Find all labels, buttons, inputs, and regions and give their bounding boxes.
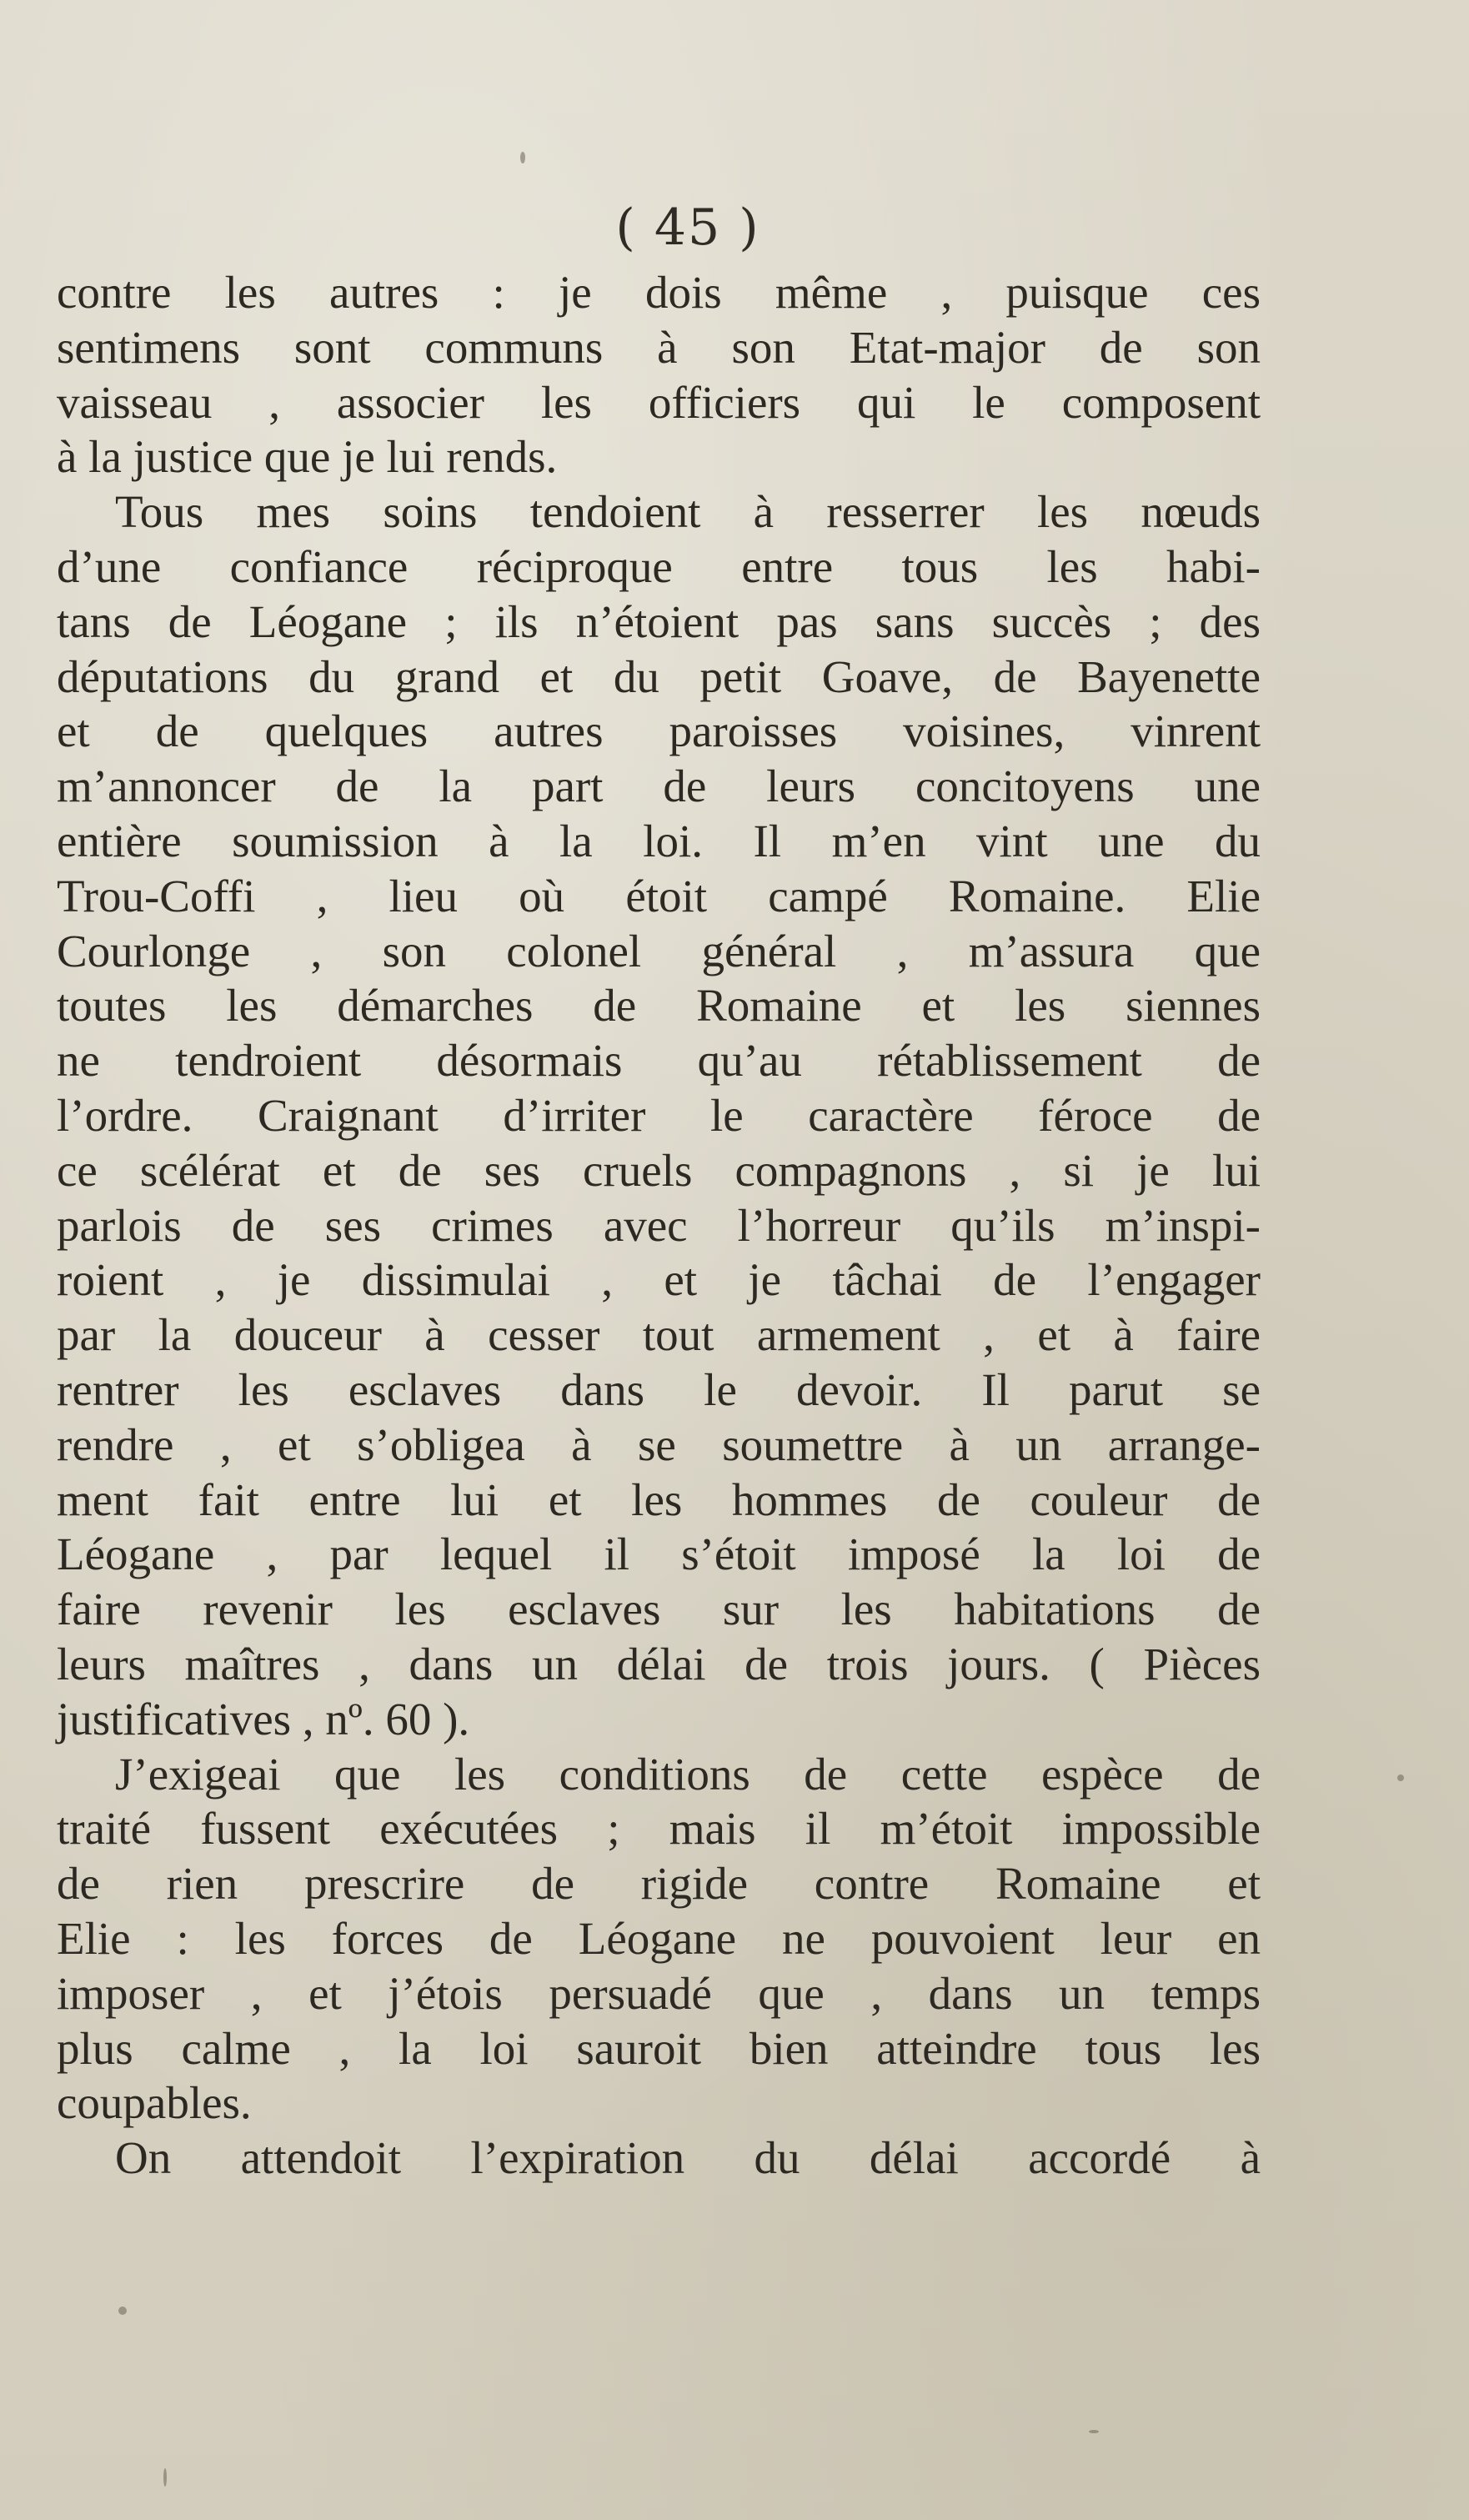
paper-speck [1089,2430,1099,2433]
text-line: plus calme , la loi sauroit bien atteindre tous les [57,2022,1261,2074]
paper-speck [520,152,525,163]
text-line: rendre , et s’obligea à se soumettre à un arrange- [57,1418,1261,1470]
text-line: toutes les démarches de Romaine et les siennes [57,980,1261,1032]
text-line: Léogane , par lequel il s’étoit imposé la loi de [57,1529,1261,1580]
text-line: justificatives , nº. 60 ). [57,1693,470,1744]
text-line: ne tendroient désormais qu’au rétablissement de [57,1035,1261,1087]
paper-speck [118,2307,127,2315]
text-line: ce scélérat et de ses cruels compagnons , si je lui [57,1144,1261,1196]
text-line: députations du grand et du petit Goave, de Bayenette [57,650,1261,702]
text-line: d’une confiance réciproque entre tous les habi- [57,540,1261,592]
text-line: leurs maîtres , dans un délai de trois jours. ( Pièces [57,1638,1261,1689]
paragraph-start-line: On attendoit l’expiration du délai accordé à [115,2132,1261,2184]
paper-speck [163,2468,167,2487]
text-line: traité fussent exécutées ; mais il m’étoit impossible [57,1803,1261,1855]
text-line: Courlonge , son colonel général , m’assura que [57,925,1261,976]
text-line: faire revenir les esclaves sur les habitations de [57,1584,1261,1635]
text-line: m’annoncer de la part de leurs concitoyens une [57,761,1261,812]
text-line: tans de Léogane ; ils n’étoient pas sans succès ; des [57,595,1261,647]
page-number: ( 45 ) [615,198,760,257]
text-line: l’ordre. Craignant d’irriter le caractère féroce de [57,1089,1261,1141]
text-line: ment fait entre lui et les hommes de couleur de [57,1473,1261,1525]
text-line: entière soumission à la loi. Il m’en vint une du [57,815,1261,866]
text-line: vaisseau , associer les officiers qui le composent [57,376,1261,428]
paragraph-start-line: J’exigeai que les conditions de cette espèce de [115,1748,1261,1800]
paper-speck [1397,1775,1404,1781]
text-line: roient , je dissimulai , et je tâchai de l’engager [57,1254,1261,1306]
text-line: sentimens sont communs à son Etat-major de son [57,321,1261,373]
text-line: par la douceur à cesser tout armement , et à faire [57,1309,1261,1361]
paragraph-start-line: Tous mes soins tendoient à resserrer les nœuds [115,486,1261,538]
text-line: et de quelques autres paroisses voisines, vinrent [57,705,1261,757]
text-line: à la justice que je lui rends. [57,431,558,483]
text-line: parlois de ses crimes avec l’horreur qu’ils m’inspi- [57,1199,1261,1251]
text-line: de rien prescrire de rigide contre Romaine et [57,1858,1261,1910]
text-line: Elie : les forces de Léogane ne pouvoient leur en [57,1912,1261,1964]
text-line: imposer , et j’étois persuadé que , dans un temps [57,1967,1261,2019]
body-text [57,265,1261,2186]
text-line: rentrer les esclaves dans le devoir. Il parut se [57,1363,1261,1415]
text-line: coupables. [57,2077,252,2129]
text-line: Trou-Coffi , lieu où étoit campé Romaine. Elie [57,870,1261,921]
text-line: contre les autres : je dois même , puisque ces [57,267,1261,318]
